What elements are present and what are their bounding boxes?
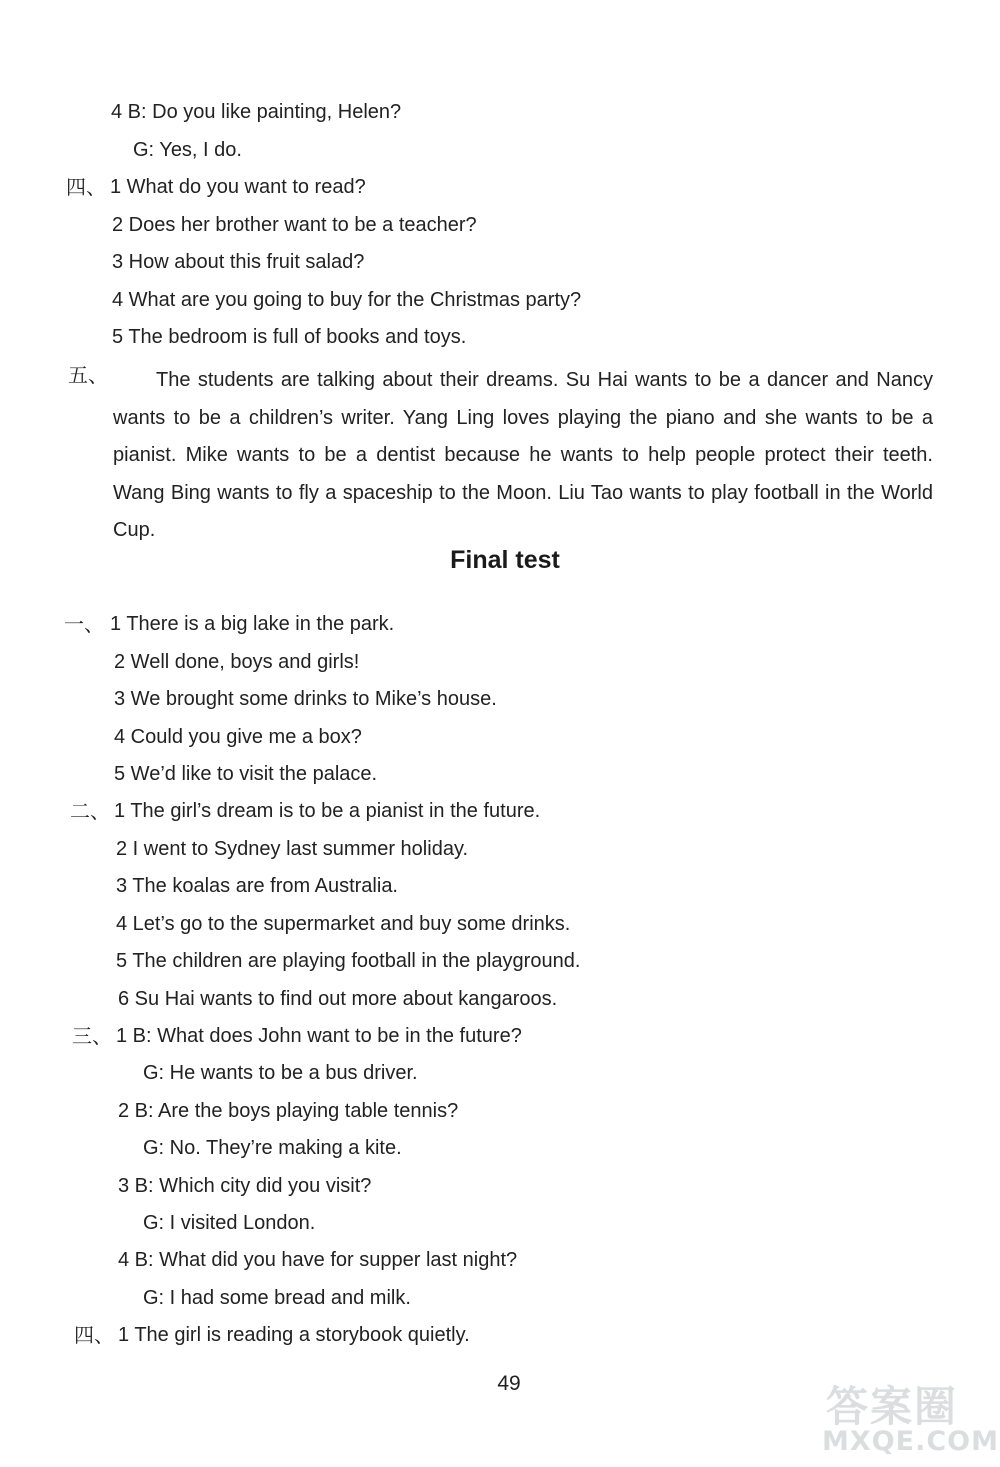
f2-item-6: 6 Su Hai wants to find out more about kangaroos. (118, 988, 558, 1010)
watermark-logo-text: 答案圈 (826, 1382, 959, 1431)
s3-item-4-g: G: Yes, I do. (133, 139, 242, 161)
f3-item-2-b: 2 B: Are the boys playing table tennis? (118, 1100, 459, 1122)
final-section-marker-3: 三、 (72, 1024, 112, 1048)
final-section-marker-4: 四、 (74, 1323, 114, 1347)
f3-item-4-g: G: I had some bread and milk. (143, 1287, 411, 1309)
s4-item-2: 2 Does her brother want to be a teacher? (112, 214, 477, 236)
f3-item-3-b: 3 B: Which city did you visit? (118, 1175, 372, 1197)
f1-item-2: 2 Well done, boys and girls! (114, 651, 360, 673)
watermark-site-text: MXQE.COM (822, 1426, 999, 1457)
f4-item-1: 1 The girl is reading a storybook quietly. (118, 1324, 470, 1346)
page-number: 49 (497, 1372, 521, 1395)
f1-item-5: 5 We’d like to visit the palace. (114, 763, 378, 785)
f2-item-1: 1 The girl’s dream is to be a pianist in the future. (114, 800, 541, 822)
section-marker-5: 五、 (68, 363, 108, 387)
f3-item-1-b: 1 B: What does John want to be in the future? (116, 1025, 522, 1047)
watermark-logo (822, 1374, 999, 1460)
f3-item-3-g: G: I visited London. (143, 1212, 316, 1234)
s3-item-4-b: 4 B: Do you like painting, Helen? (111, 101, 402, 123)
s4-item-4: 4 What are you going to buy for the Christmas party? (112, 289, 582, 311)
f2-item-3: 3 The koalas are from Australia. (116, 875, 398, 897)
s4-item-3: 3 How about this fruit salad? (112, 251, 365, 273)
s4-item-5: 5 The bedroom is full of books and toys. (112, 326, 467, 348)
f2-item-2: 2 I went to Sydney last summer holiday. (116, 838, 469, 860)
f2-item-5: 5 The children are playing football in the playground. (116, 950, 581, 972)
f1-item-4: 4 Could you give me a box? (114, 726, 362, 748)
s4-item-1: 1 What do you want to read? (110, 176, 366, 198)
final-section-marker-2: 二、 (70, 799, 110, 823)
final-section-marker-1: 一、 (64, 612, 104, 636)
f3-item-1-g: G: He wants to be a bus driver. (143, 1062, 418, 1084)
f3-item-2-g: G: No. They’re making a kite. (143, 1137, 402, 1159)
s5-paragraph: The students are talking about their dreams. Su Hai wants to be a dancer and Nancy wants to be a children’s writer. Yang Ling loves playing the piano and she wants to be a pianist. Mike wants to be a dentist because he wants to help people protect their teeth. Wang Bing wants to fly a spaceship to the Moon. Liu Tao wants to play football in the World Cup. (113, 369, 933, 542)
f3-item-4-b: 4 B: What did you have for supper last night? (118, 1249, 518, 1271)
f1-item-1: 1 There is a big lake in the park. (110, 613, 395, 635)
page-title: Final test (450, 546, 560, 574)
f2-item-4: 4 Let’s go to the supermarket and buy some drinks. (116, 913, 571, 935)
section-marker-4: 四、 (66, 175, 106, 199)
f1-item-3: 3 We brought some drinks to Mike’s house. (114, 688, 497, 710)
